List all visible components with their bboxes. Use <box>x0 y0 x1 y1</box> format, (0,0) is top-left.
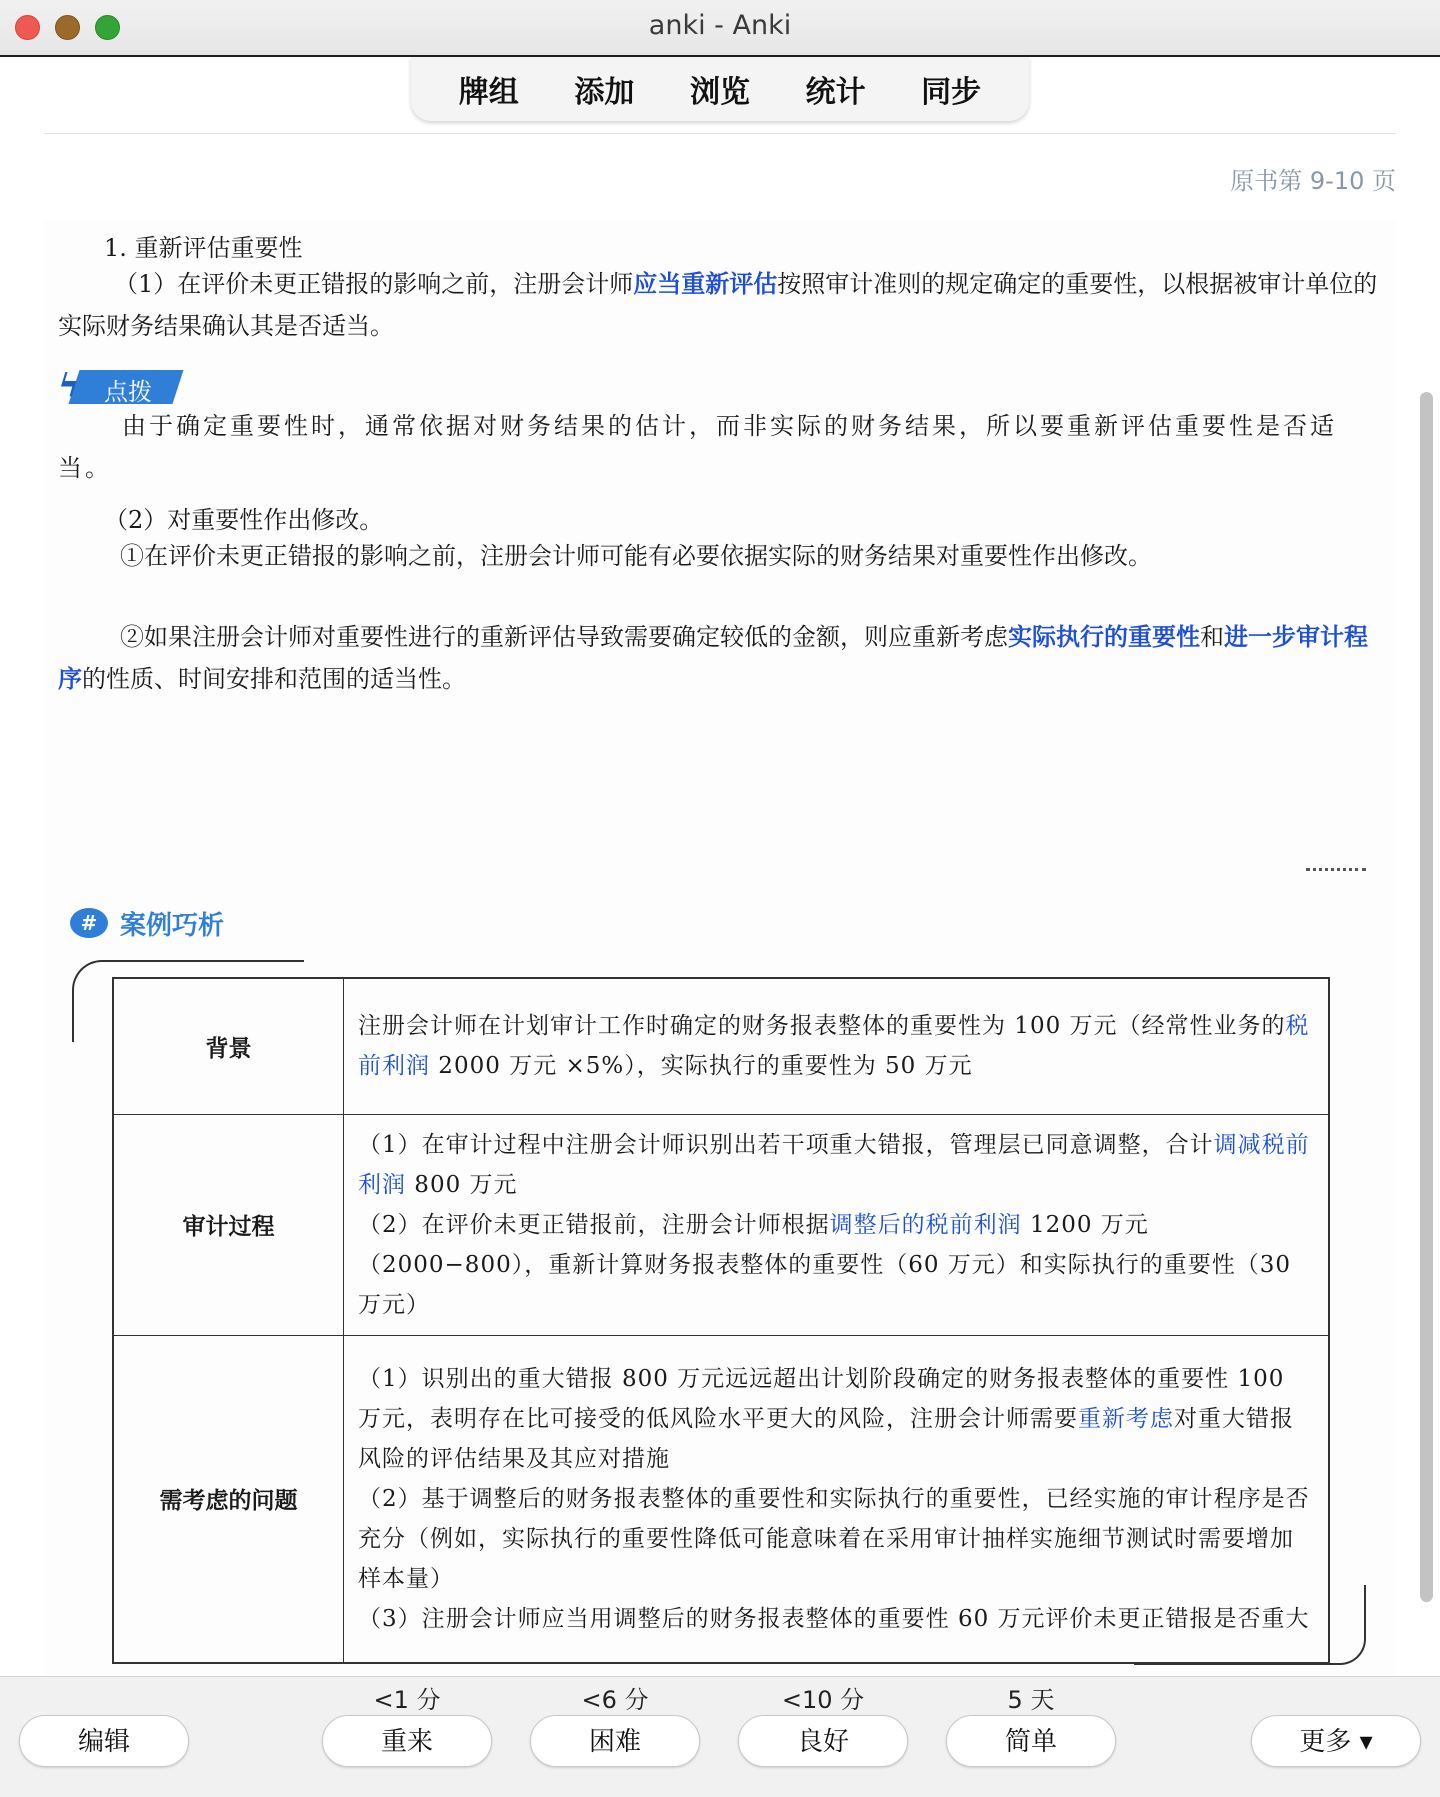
tip-label: 点拨 <box>104 378 152 406</box>
paragraph-1-text-end: 按照审计准则的规定确定的重要性，以根据被审计单位的实际财务结果确认其是否适当。 <box>58 270 1378 340</box>
cell-text: 1200 万元（2000−800），重新计算财务报表整体的重要性（60 万元）和实际执行的重要性（30 万元） <box>358 1211 1292 1318</box>
case-analysis-title: 案例巧析 <box>120 910 225 941</box>
table-row <box>113 978 1329 1114</box>
cell-highlight: 税前利润 <box>358 1013 1310 1080</box>
page-reference: 原书第 9-10 页 <box>1230 167 1396 195</box>
decorative-bracket <box>1134 1585 1366 1665</box>
cell-item <box>358 1359 1314 1479</box>
table-row-head: 需考虑的问题 <box>113 1335 344 1663</box>
cell-text: 注册会计师在计划审计工作时确定的财务报表整体的重要性为 100 万元（经常性业务的 <box>358 1013 1286 1040</box>
cell-item <box>358 1205 1314 1325</box>
hard-button[interactable]: 困难 <box>530 1715 700 1767</box>
cell-item: （3）注册会计师应当用调整后的财务报表整体的重要性 60 万元评价未更正错报是否重大 <box>358 1605 1310 1632</box>
paragraph-4-highlight-1: 实际执行的重要性 <box>1008 622 1200 651</box>
paragraph-4 <box>58 616 1378 700</box>
vertical-scrollbar[interactable] <box>1420 392 1433 1602</box>
cell-text: （2）在评价未更正错报前，注册会计师根据 <box>358 1211 830 1238</box>
qr-code-fragment <box>1306 868 1366 881</box>
tab-stats[interactable]: 统计 <box>805 75 866 110</box>
paragraph-4-text-end: 的性质、时间安排和范围的适当性。 <box>82 665 466 693</box>
case-table <box>112 977 1330 1664</box>
cell-text: 800 万元 <box>406 1171 518 1198</box>
lightning-icon: ϟ <box>58 366 80 404</box>
paragraph-1 <box>58 263 1378 347</box>
paragraph-4-text: ②如果注册会计师对重要性进行的重新评估导致需要确定较低的金额，则应重新考虑 <box>120 623 1008 651</box>
table-row-head: 审计过程 <box>113 1114 344 1335</box>
more-button[interactable]: 更多 ▾ <box>1251 1715 1421 1767</box>
paragraph-4-conjunction: 和 <box>1200 623 1224 651</box>
table-cell <box>344 978 1330 1114</box>
tab-decks[interactable]: 牌组 <box>458 75 519 110</box>
table-row-head: 背景 <box>113 978 344 1114</box>
paragraph-3: ①在评价未更正错报的影响之前，注册会计师可能有必要依据实际的财务结果对重要性作出修改。 <box>120 542 1152 570</box>
again-button[interactable]: 重来 <box>322 1715 492 1767</box>
cell-text: 对重大错报风险的评估结果及其应对措施 <box>358 1405 1294 1472</box>
title-bar <box>0 0 1440 57</box>
easy-button[interactable]: 简单 <box>946 1715 1116 1767</box>
toolbar-divider <box>44 133 1396 134</box>
window-title: anki - Anki <box>648 10 792 41</box>
section-heading: 1. 重新评估重要性 <box>104 234 303 262</box>
review-bottom-bar <box>0 1676 1440 1797</box>
tip-badge <box>58 366 182 406</box>
table-row <box>113 1114 1329 1335</box>
tab-browse[interactable]: 浏览 <box>689 75 750 110</box>
card-content <box>44 220 1396 1675</box>
cell-item <box>358 1125 1314 1205</box>
paragraph-2: （2）对重要性作出修改。 <box>104 506 384 534</box>
again-interval: <1 分 <box>373 1686 441 1714</box>
tab-sync[interactable]: 同步 <box>921 75 982 110</box>
cell-text: 2000 万元 ×5%），实际执行的重要性为 50 万元 <box>430 1053 973 1080</box>
table-cell <box>344 1114 1330 1335</box>
cell-text: （1）识别出的重大错报 800 万元远远超出计划阶段确定的财务报表整体的重要性 100 万元，表明存在比可接受的低风险水平更大的风险，注册会计师需要 <box>358 1365 1285 1432</box>
paragraph-1-text: （1）在评价未更正错报的影响之前，注册会计师 <box>114 270 634 298</box>
cell-highlight: 重新考虑 <box>1078 1405 1174 1432</box>
good-button[interactable]: 良好 <box>738 1715 908 1767</box>
hard-interval: <6 分 <box>581 1686 649 1714</box>
paragraph-4-highlight-2: 进一步审计程序 <box>58 622 1368 693</box>
main-toolbar <box>411 57 1029 121</box>
case-analysis-header <box>70 903 224 943</box>
easy-interval: 5 天 <box>1007 1686 1055 1714</box>
hash-icon: # <box>70 908 108 938</box>
cell-highlight: 调减税前利润 <box>358 1131 1310 1198</box>
paragraph-1-highlight: 应当重新评估 <box>633 269 778 298</box>
edit-button[interactable]: 编辑 <box>19 1715 189 1767</box>
tab-add[interactable]: 添加 <box>574 75 635 110</box>
cell-text: （1）在审计过程中注册会计师识别出若干项重大错报，管理层已同意调整，合计 <box>358 1131 1214 1158</box>
good-interval: <10 分 <box>781 1686 865 1714</box>
cell-highlight: 调整后的税前利润 <box>829 1211 1022 1238</box>
tip-text: 由于确定重要性时，通常依据对财务结果的估计，而非实际的财务结果，所以要重新评估重要性是否适当。 <box>58 412 1337 482</box>
cell-item: （2）基于调整后的财务报表整体的重要性和实际执行的重要性，已经实施的审计程序是否充分（例如，实际执行的重要性降低可能意味着在采用审计抽样实施细节测试时需要增加样本量） <box>358 1485 1310 1592</box>
